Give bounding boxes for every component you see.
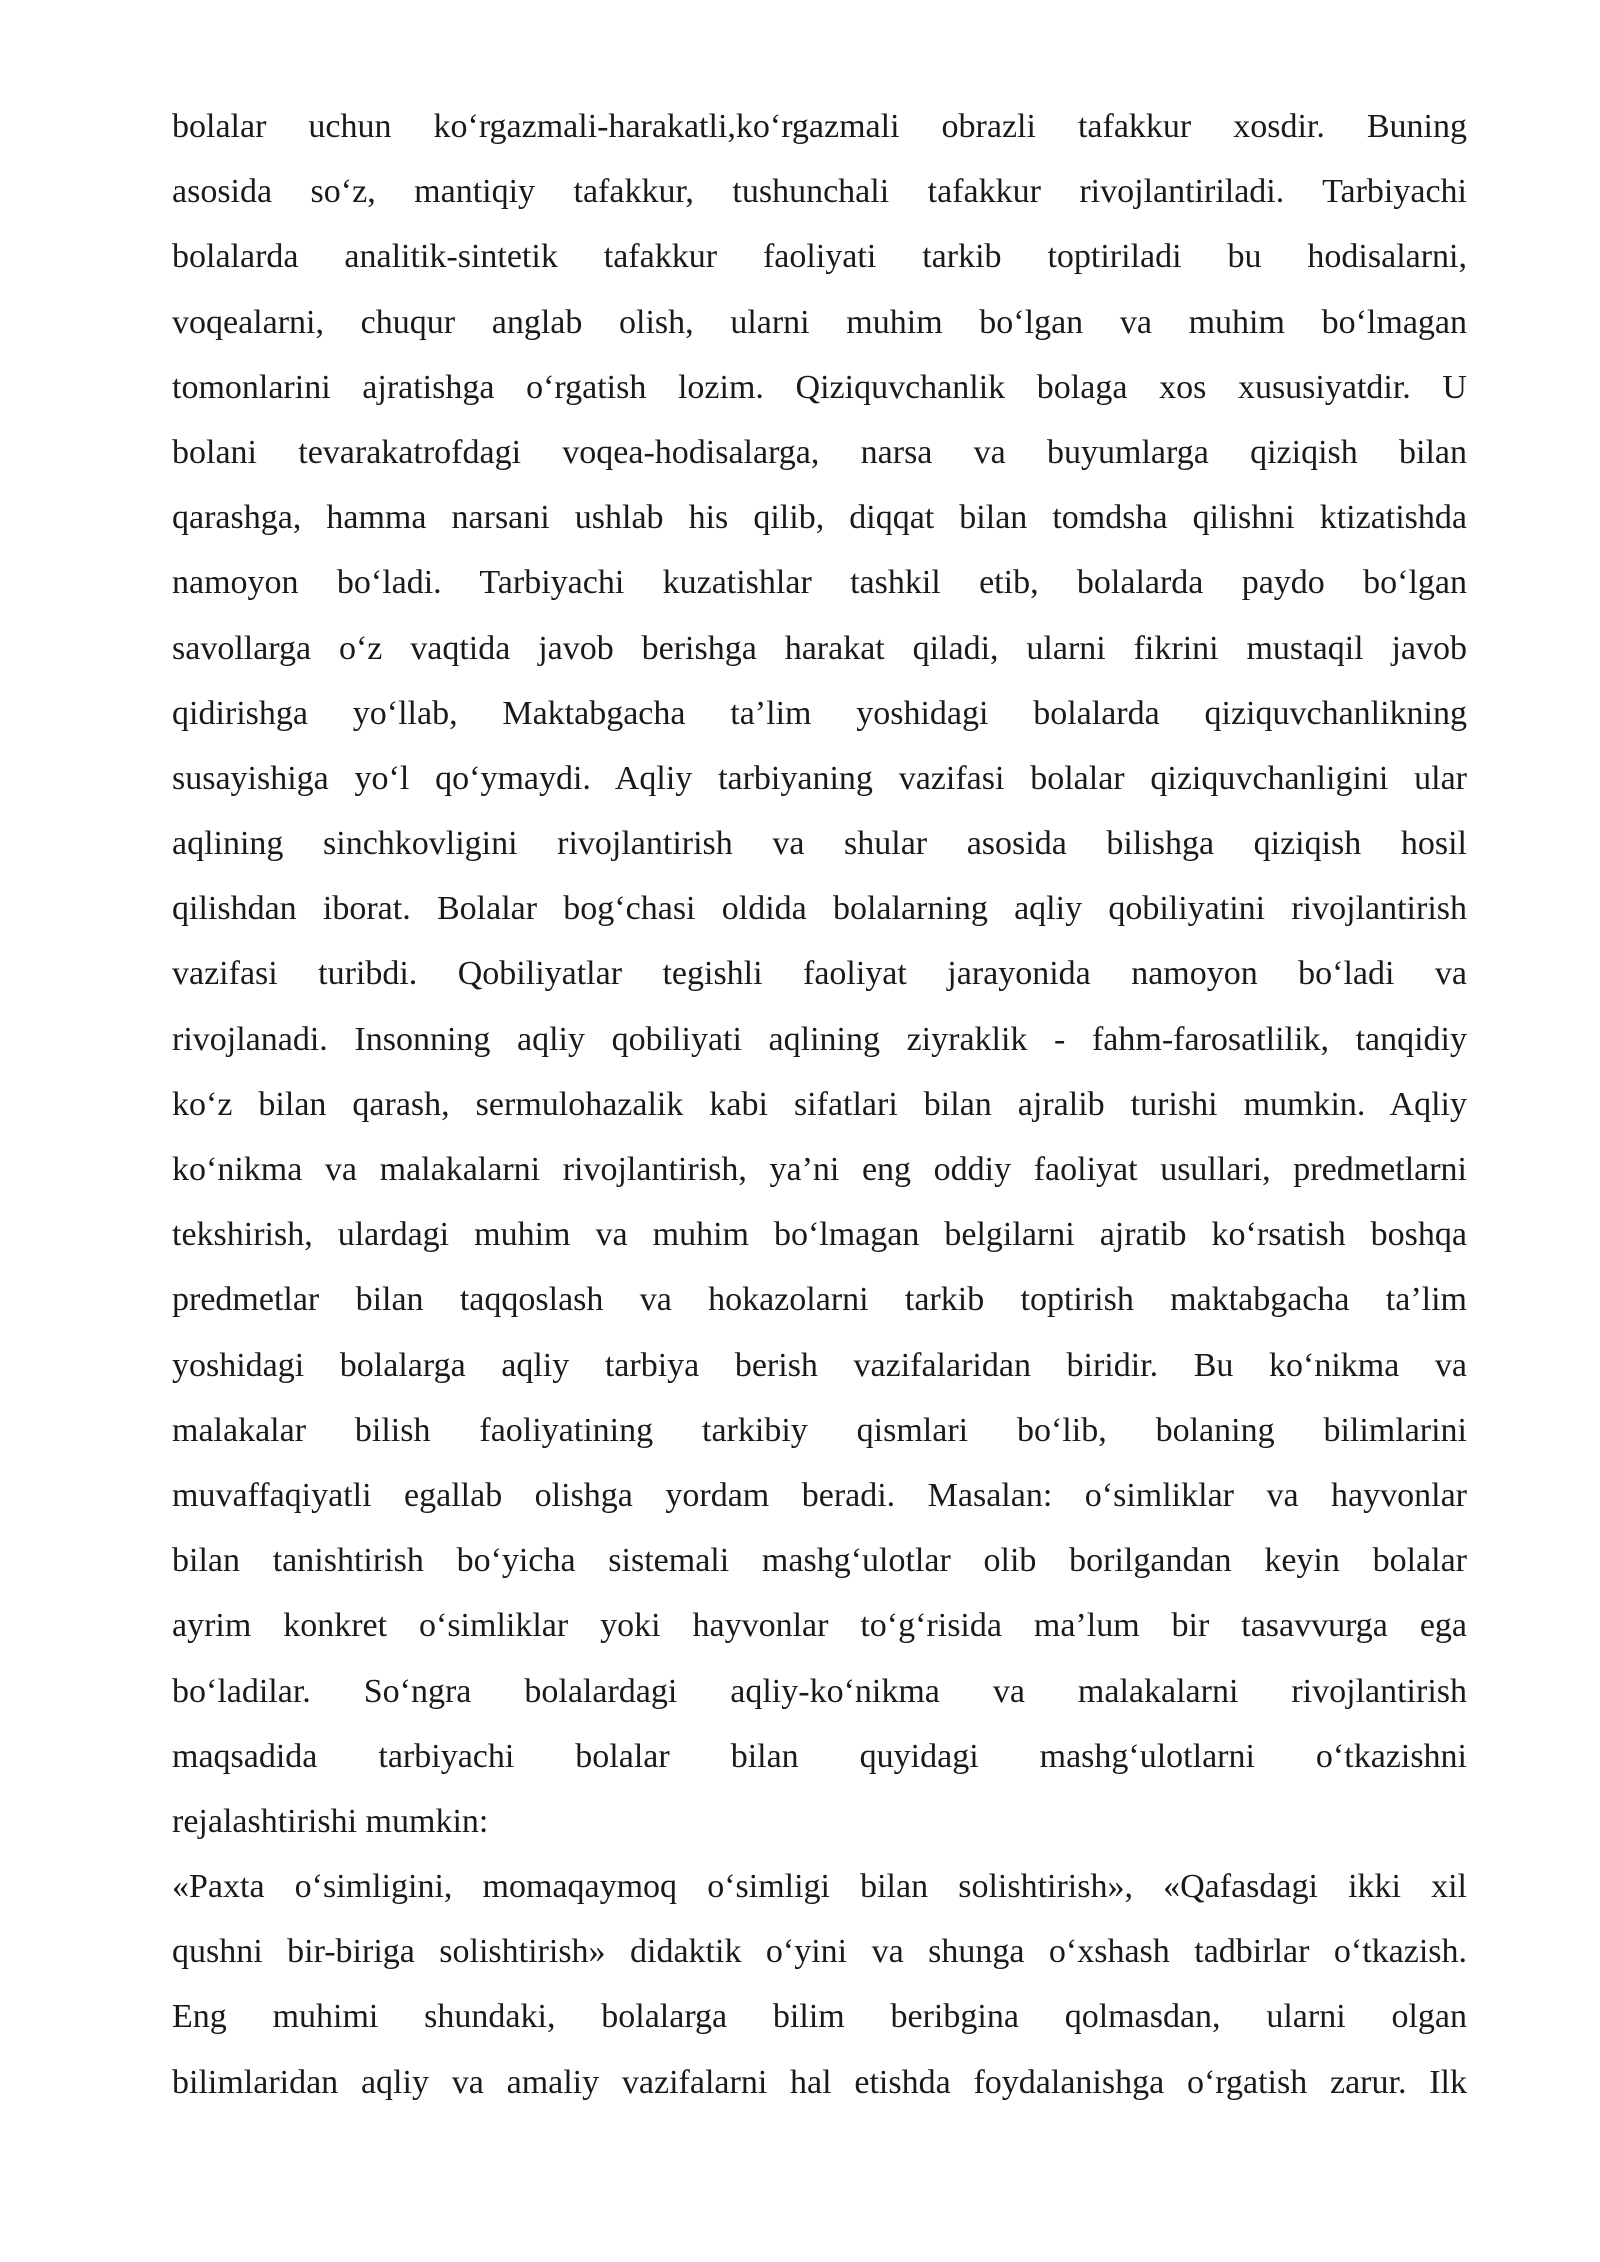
- text-line: qarashga, hamma narsani ushlab his qilib, diqqat bilan tomdsha qilishni ktizatishda: [172, 499, 1467, 537]
- text-line: namoyon bo‘ladi. Tarbiyachi kuzatishlar tashkil etib, bolalarda paydo bo‘lgan: [172, 564, 1467, 602]
- text-line: aqlining sinchkovligini rivojlantirish va shular asosida bilishga qiziqish hosil: [172, 825, 1467, 863]
- text-line: ko‘nikma va malakalarni rivojlantirish, ya’ni eng oddiy faoliyat usullari, predmetlarni: [172, 1151, 1467, 1188]
- text-line: vazifasi turibdi. Qobiliyatlar tegishli faoliyat jarayonida namoyon bo‘ladi va: [172, 955, 1467, 993]
- text-line: tomonlarini ajratishga o‘rgatish lozim. Qiziquvchanlik bolaga xos xususiyatdir. U: [172, 368, 1467, 406]
- text-line: «Paxta o‘simligini, momaqaymoq o‘simligi bilan solishtirish», «Qafasdagi ikki xil: [172, 1868, 1467, 1906]
- text-line: savollarga o‘z vaqtida javob berishga harakat qiladi, ularni fikrini mustaqil javob: [172, 629, 1467, 667]
- text-line: qidirishga yo‘llab, Maktabgacha ta’lim yoshidagi bolalarda qiziquvchanlikning: [172, 694, 1467, 732]
- text-line: bilan tanishtirish bo‘yicha sistemali mashg‘ulotlar olib borilgandan keyin bolalar: [172, 1542, 1467, 1580]
- text-line: muvaffaqiyatli egallab olishga yordam beradi. Masalan: o‘simliklar va hayvonlar: [172, 1476, 1467, 1514]
- text-line: bolalarda analitik-sintetik tafakkur faoliyati tarkib toptiriladi bu hodisalarni,: [172, 238, 1467, 276]
- text-line: voqealarni, chuqur anglab olish, ularni muhim bo‘lgan va muhim bo‘lmagan: [172, 303, 1467, 341]
- text-line: qilishdan iborat. Bolalar bog‘chasi oldida bolalarning aqliy qobiliyatini rivojlantirish: [172, 890, 1467, 928]
- text-line: tekshirish, ulardagi muhim va muhim bo‘lmagan belgilarni ajratib ko‘rsatish boshqa: [172, 1216, 1467, 1254]
- text-line: susayishiga yo‘l qo‘ymaydi. Aqliy tarbiyaning vazifasi bolalar qiziquvchanligini ular: [172, 759, 1467, 797]
- text-line: ayrim konkret o‘simliklar yoki hayvonlar to‘g‘risida ma’lum bir tasavvurga ega: [172, 1607, 1467, 1645]
- text-line: bilimlaridan aqliy va amaliy vazifalarni hal etishda foydalanishga o‘rgatish zarur. Ilk: [172, 2063, 1467, 2101]
- text-line: rejalashtirishi mumkin:: [172, 1802, 489, 1840]
- text-line: bo‘ladilar. So‘ngra bolalardagi aqliy-ko‘nikma va malakalarni rivojlantirish: [172, 1672, 1467, 1710]
- text-line: predmetlar bilan taqqoslash va hokazolarni tarkib toptirish maktabgacha ta’lim: [172, 1281, 1467, 1319]
- text-line: malakalar bilish faoliyatining tarkibiy qismlari bo‘lib, bolaning bilimlarini: [172, 1411, 1467, 1449]
- text-line: asosida so‘z, mantiqiy tafakkur, tushunchali tafakkur rivojlantiriladi. Tarbiyachi: [172, 173, 1467, 211]
- text-line: rivojlanadi. Insonning aqliy qobiliyati aqlining ziyraklik - fahm-farosatlilik, tanqidiy: [172, 1020, 1467, 1058]
- text-line: Eng muhimi shundaki, bolalarga bilim beribgina qolmasdan, ularni olgan: [172, 1998, 1467, 2036]
- text-line: qushni bir-biriga solishtirish» didaktik o‘yini va shunga o‘xshash tadbirlar o‘tkazish.: [172, 1933, 1467, 1971]
- text-line: maqsadida tarbiyachi bolalar bilan quyidagi mashg‘ulotlarni o‘tkazishni: [172, 1737, 1467, 1775]
- text-line: bolani tevarakatrofdagi voqea-hodisalarga, narsa va buyumlarga qiziqish bilan: [172, 433, 1467, 471]
- text-line: bolalar uchun ko‘rgazmali-harakatli,ko‘rgazmali obrazli tafakkur xosdir. Buning: [172, 108, 1467, 145]
- text-line: ko‘z bilan qarash, sermulohazalik kabi sifatlari bilan ajralib turishi mumkin. Aqliy: [172, 1085, 1467, 1123]
- body-text: [172, 94, 1467, 2115]
- text-line: yoshidagi bolalarga aqliy tarbiya berish vazifalaridan biridir. Bu ko‘nikma va: [172, 1346, 1467, 1384]
